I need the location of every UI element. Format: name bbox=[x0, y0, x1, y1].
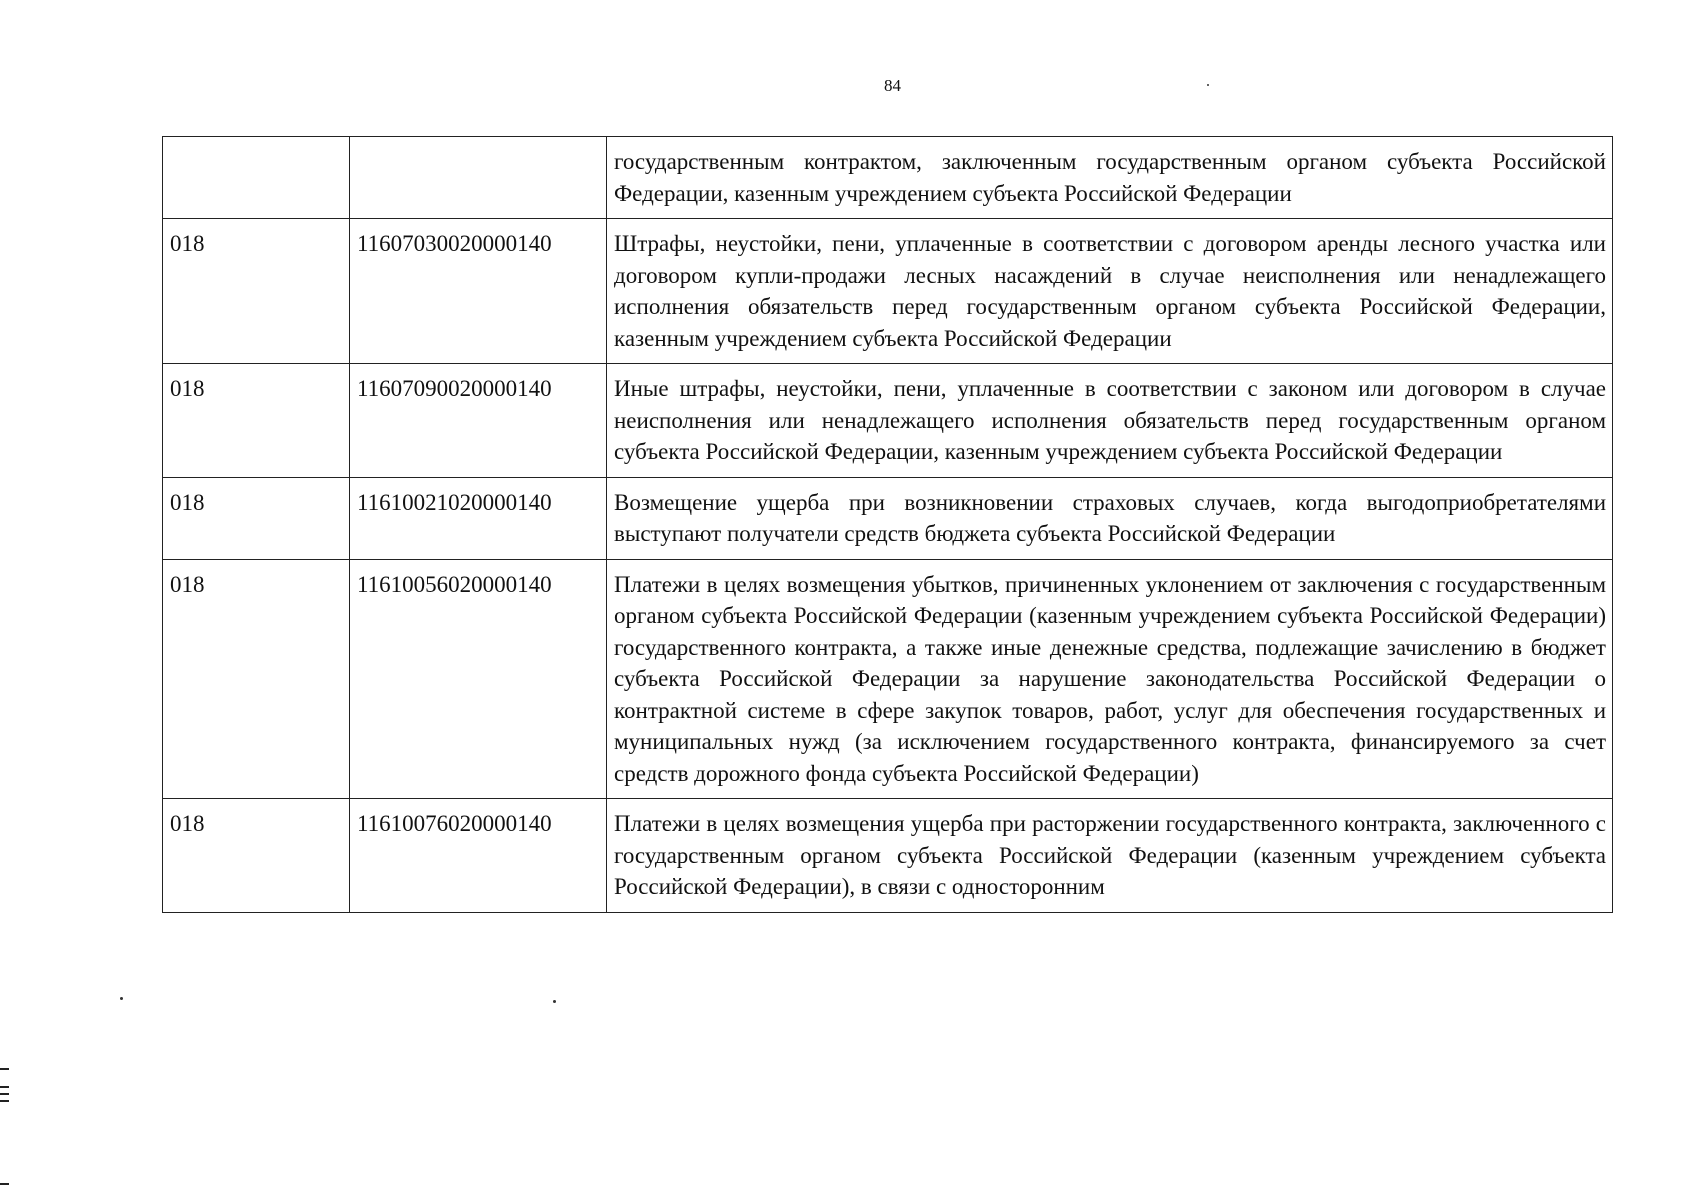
admin-code-cell: 018 bbox=[163, 559, 350, 799]
description-cell: Штрафы, неустойки, пени, уплаченные в соответствии с договором аренды лесного участка или договором купли-продажи лесных насаждений в случае неисполнения или ненадлежащего исполнения обязательств перед государственным органом субъекта Российской Федерации, казенным учреждением субъекта Российской Федерации bbox=[607, 219, 1613, 364]
scan-artifact bbox=[0, 1093, 9, 1095]
admin-code-cell: 018 bbox=[163, 477, 350, 559]
budget-code-cell: 11610056020000140 bbox=[350, 559, 607, 799]
budget-code-cell: 11607030020000140 bbox=[350, 219, 607, 364]
description-cell: Платежи в целях возмещения убытков, причиненных уклонением от заключения с государственным органом субъекта Российской Федерации (казенным учреждением субъекта Российской Федерации) государственного контракта, а также иные денежные средства, подлежащие зачислению в бюджет субъекта Российской Федерации за нарушение законодательства Российской Федерации о контрактной системе в сфере закупок товаров, работ, услуг для обеспечения государственных и муниципальных нужд (за исключением государственного контракта, финансируемого за счет средств дорожного фонда субъекта Российской Федерации) bbox=[607, 559, 1613, 799]
page-number: 84 bbox=[884, 76, 901, 95]
admin-code-cell bbox=[163, 137, 350, 219]
table-row bbox=[163, 799, 1613, 913]
scan-artifact bbox=[553, 1000, 556, 1003]
budget-code-table bbox=[162, 136, 1613, 913]
scan-artifact bbox=[0, 1086, 9, 1088]
table-row bbox=[163, 219, 1613, 364]
scan-artifact bbox=[0, 1183, 9, 1185]
table-row bbox=[163, 477, 1613, 559]
description-cell: Возмещение ущерба при возникновении страховых случаев, когда выгодоприобретателями выступают получатели средств бюджета субъекта Российской Федерации bbox=[607, 477, 1613, 559]
table-row bbox=[163, 364, 1613, 478]
budget-code-cell bbox=[350, 137, 607, 219]
scan-artifact bbox=[0, 1100, 9, 1102]
description-cell: Иные штрафы, неустойки, пени, уплаченные в соответствии с законом или договором в случае неисполнения или ненадлежащего исполнения обязательств перед государственным органом субъекта Российской Федерации, казенным учреждением субъекта Российской Федерации bbox=[607, 364, 1613, 478]
budget-code-cell: 11610021020000140 bbox=[350, 477, 607, 559]
scan-artifact bbox=[120, 997, 123, 1000]
description-cell: Платежи в целях возмещения ущерба при расторжении государственного контракта, заключенного с государственным органом субъекта Российской Федерации (казенным учреждением субъекта Российской Федерации), в связи с односторонним bbox=[607, 799, 1613, 913]
scan-artifact bbox=[1207, 84, 1209, 86]
description-cell: государственным контрактом, заключенным государственным органом субъекта Российской Федерации, казенным учреждением субъекта Российской Федерации bbox=[607, 137, 1613, 219]
admin-code-cell: 018 bbox=[163, 364, 350, 478]
admin-code-cell: 018 bbox=[163, 219, 350, 364]
table-row bbox=[163, 559, 1613, 799]
admin-code-cell: 018 bbox=[163, 799, 350, 913]
budget-code-cell: 11607090020000140 bbox=[350, 364, 607, 478]
budget-code-cell: 11610076020000140 bbox=[350, 799, 607, 913]
scan-artifact bbox=[0, 1068, 9, 1070]
table-row bbox=[163, 137, 1613, 219]
